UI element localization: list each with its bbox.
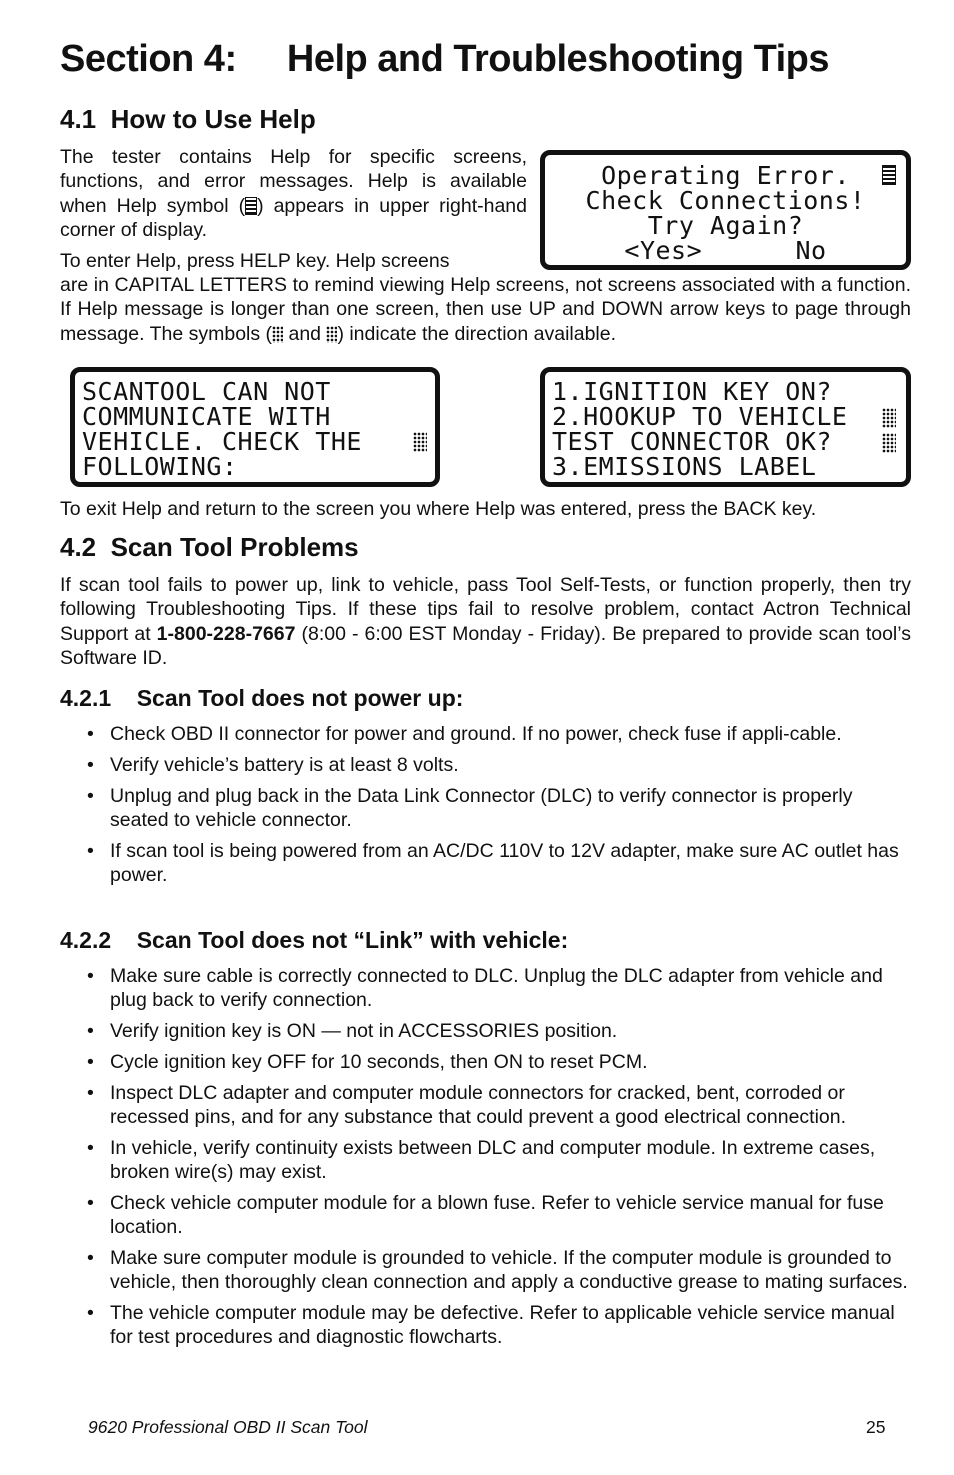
help-enter-text-a: To enter Help, press HELP key. Help screens	[60, 250, 450, 272]
lcd-line: 3.EMISSIONS LABEL	[552, 452, 817, 481]
list-item: • Cycle ignition key OFF for 10 seconds, then ON to reset PCM.	[85, 1050, 915, 1074]
list-item: • If scan tool is being powered from an AC/DC 110V to 12V adapter, make sure AC outlet has power.	[85, 839, 915, 887]
lcd-line: TEST CONNECTOR OK?	[552, 427, 832, 456]
lcd-screen-checklist	[540, 367, 911, 487]
help-exit-text: To exit Help and return to the screen you where Help was entered, press the BACK key.	[60, 498, 817, 520]
page-title: Section 4: Help and Troubleshooting Tips	[60, 38, 830, 80]
section-4-2-1-heading: 4.2.1 Scan Tool does not power up:	[60, 685, 464, 711]
down-arrow-icon	[882, 408, 896, 428]
section-4-2-heading: 4.2 Scan Tool Problems	[60, 532, 359, 562]
help-enter-paragraph	[60, 273, 911, 346]
scan-tool-problems-paragraph	[60, 573, 911, 671]
list-item: • In vehicle, verify continuity exists between DLC and computer module. In extreme cases, broken wire(s) may exist.	[85, 1136, 915, 1184]
help-symbol-icon	[245, 197, 257, 215]
list-item: • Unplug and plug back in the Data Link Connector (DLC) to verify connector is properly seated to vehicle connector.	[85, 784, 915, 832]
lcd-line: <Yes> No	[624, 236, 827, 265]
lcd-line: Try Again?	[647, 211, 804, 240]
page-number: 25	[866, 1417, 886, 1437]
link-tips-list	[85, 964, 915, 1356]
up-down-arrow-icon	[882, 433, 896, 453]
list-item: • Verify ignition key is ON — not in ACCESSORIES position.	[85, 1019, 915, 1043]
help-intro-text-b: ) appears in upper right-hand corner of display.	[60, 194, 527, 242]
lcd-line: FOLLOWING:	[82, 452, 238, 481]
lcd-screen-operating-error	[540, 150, 911, 270]
list-item: • The vehicle computer module may be defective. Refer to applicable vehicle service manual for test procedures and diagnostic flowcharts.	[85, 1301, 915, 1349]
lcd-line: 1.IGNITION KEY ON?	[552, 377, 832, 406]
problems-text-a: If scan tool fails to power up, link to vehicle, pass Tool Self-Tests, or function properly, then try following Troubleshooting Tips. If these tips fail to resolve problem, contact Actron Technical Support at	[60, 574, 911, 645]
lcd-line: VEHICLE. CHECK THE	[82, 427, 362, 456]
power-up-tips-list	[85, 722, 915, 894]
lcd-line: COMMUNICATE WITH	[82, 402, 331, 431]
lcd-screen-cannot-communicate	[70, 367, 440, 487]
support-phone-number: 1-800-228-7667	[156, 622, 296, 645]
help-symbol-icon	[882, 165, 896, 185]
up-down-arrow-icon	[272, 326, 283, 343]
down-arrow-icon	[326, 326, 337, 343]
footer-title: 9620 Professional OBD II Scan Tool	[88, 1417, 368, 1437]
list-item: • Inspect DLC adapter and computer module connectors for cracked, bent, corroded or recessed pins, and for any substance that could prevent a good electrical connection.	[85, 1081, 915, 1129]
help-intro-paragraph	[60, 145, 527, 243]
section-4-2-2-heading: 4.2.2 Scan Tool does not “Link” with vehicle:	[60, 927, 569, 953]
lcd-line: Operating Error.	[601, 161, 850, 190]
lcd-line: 2.HOOKUP TO VEHICLE	[552, 402, 848, 431]
list-item: • Check OBD II connector for power and ground. If no power, check fuse if appli-cable.	[85, 722, 915, 746]
lcd-line: SCANTOOL CAN NOT	[82, 377, 331, 406]
lcd-line: Check Connections!	[585, 186, 866, 215]
list-item: • Verify vehicle’s battery is at least 8 volts.	[85, 753, 915, 777]
help-enter-text-b: are in CAPITAL LETTERS to remind viewing Help screens, not screens associated with a function. If Help message is longer than one screen, then use UP and DOWN arrow keys to page through message. The symbols (	[60, 274, 911, 345]
list-item: • Check vehicle computer module for a blown fuse. Refer to vehicle service manual for fuse location.	[85, 1191, 915, 1239]
section-4-1-heading: 4.1 How to Use Help	[60, 104, 316, 134]
list-item: • Make sure computer module is grounded to vehicle. If the computer module is grounded to vehicle, then thoroughly clean connection and apply a conductive grease to mating surfaces.	[85, 1246, 915, 1294]
up-down-arrow-icon	[413, 432, 427, 452]
list-item: • Make sure cable is correctly connected to DLC. Unplug the DLC adapter from vehicle and plug back to verify connection.	[85, 964, 915, 1012]
help-enter-text-d: ) indicate the direction available.	[337, 322, 617, 345]
help-enter-text-c: and	[283, 322, 327, 345]
problems-text-b: (8:00 - 6:00 EST Monday - Friday). Be prepared to provide scan tool’s Software ID.	[60, 622, 911, 670]
help-intro-text-a: The tester contains Help for specific screens, functions, and error messages. Help is available when Help symbol (	[60, 146, 527, 217]
